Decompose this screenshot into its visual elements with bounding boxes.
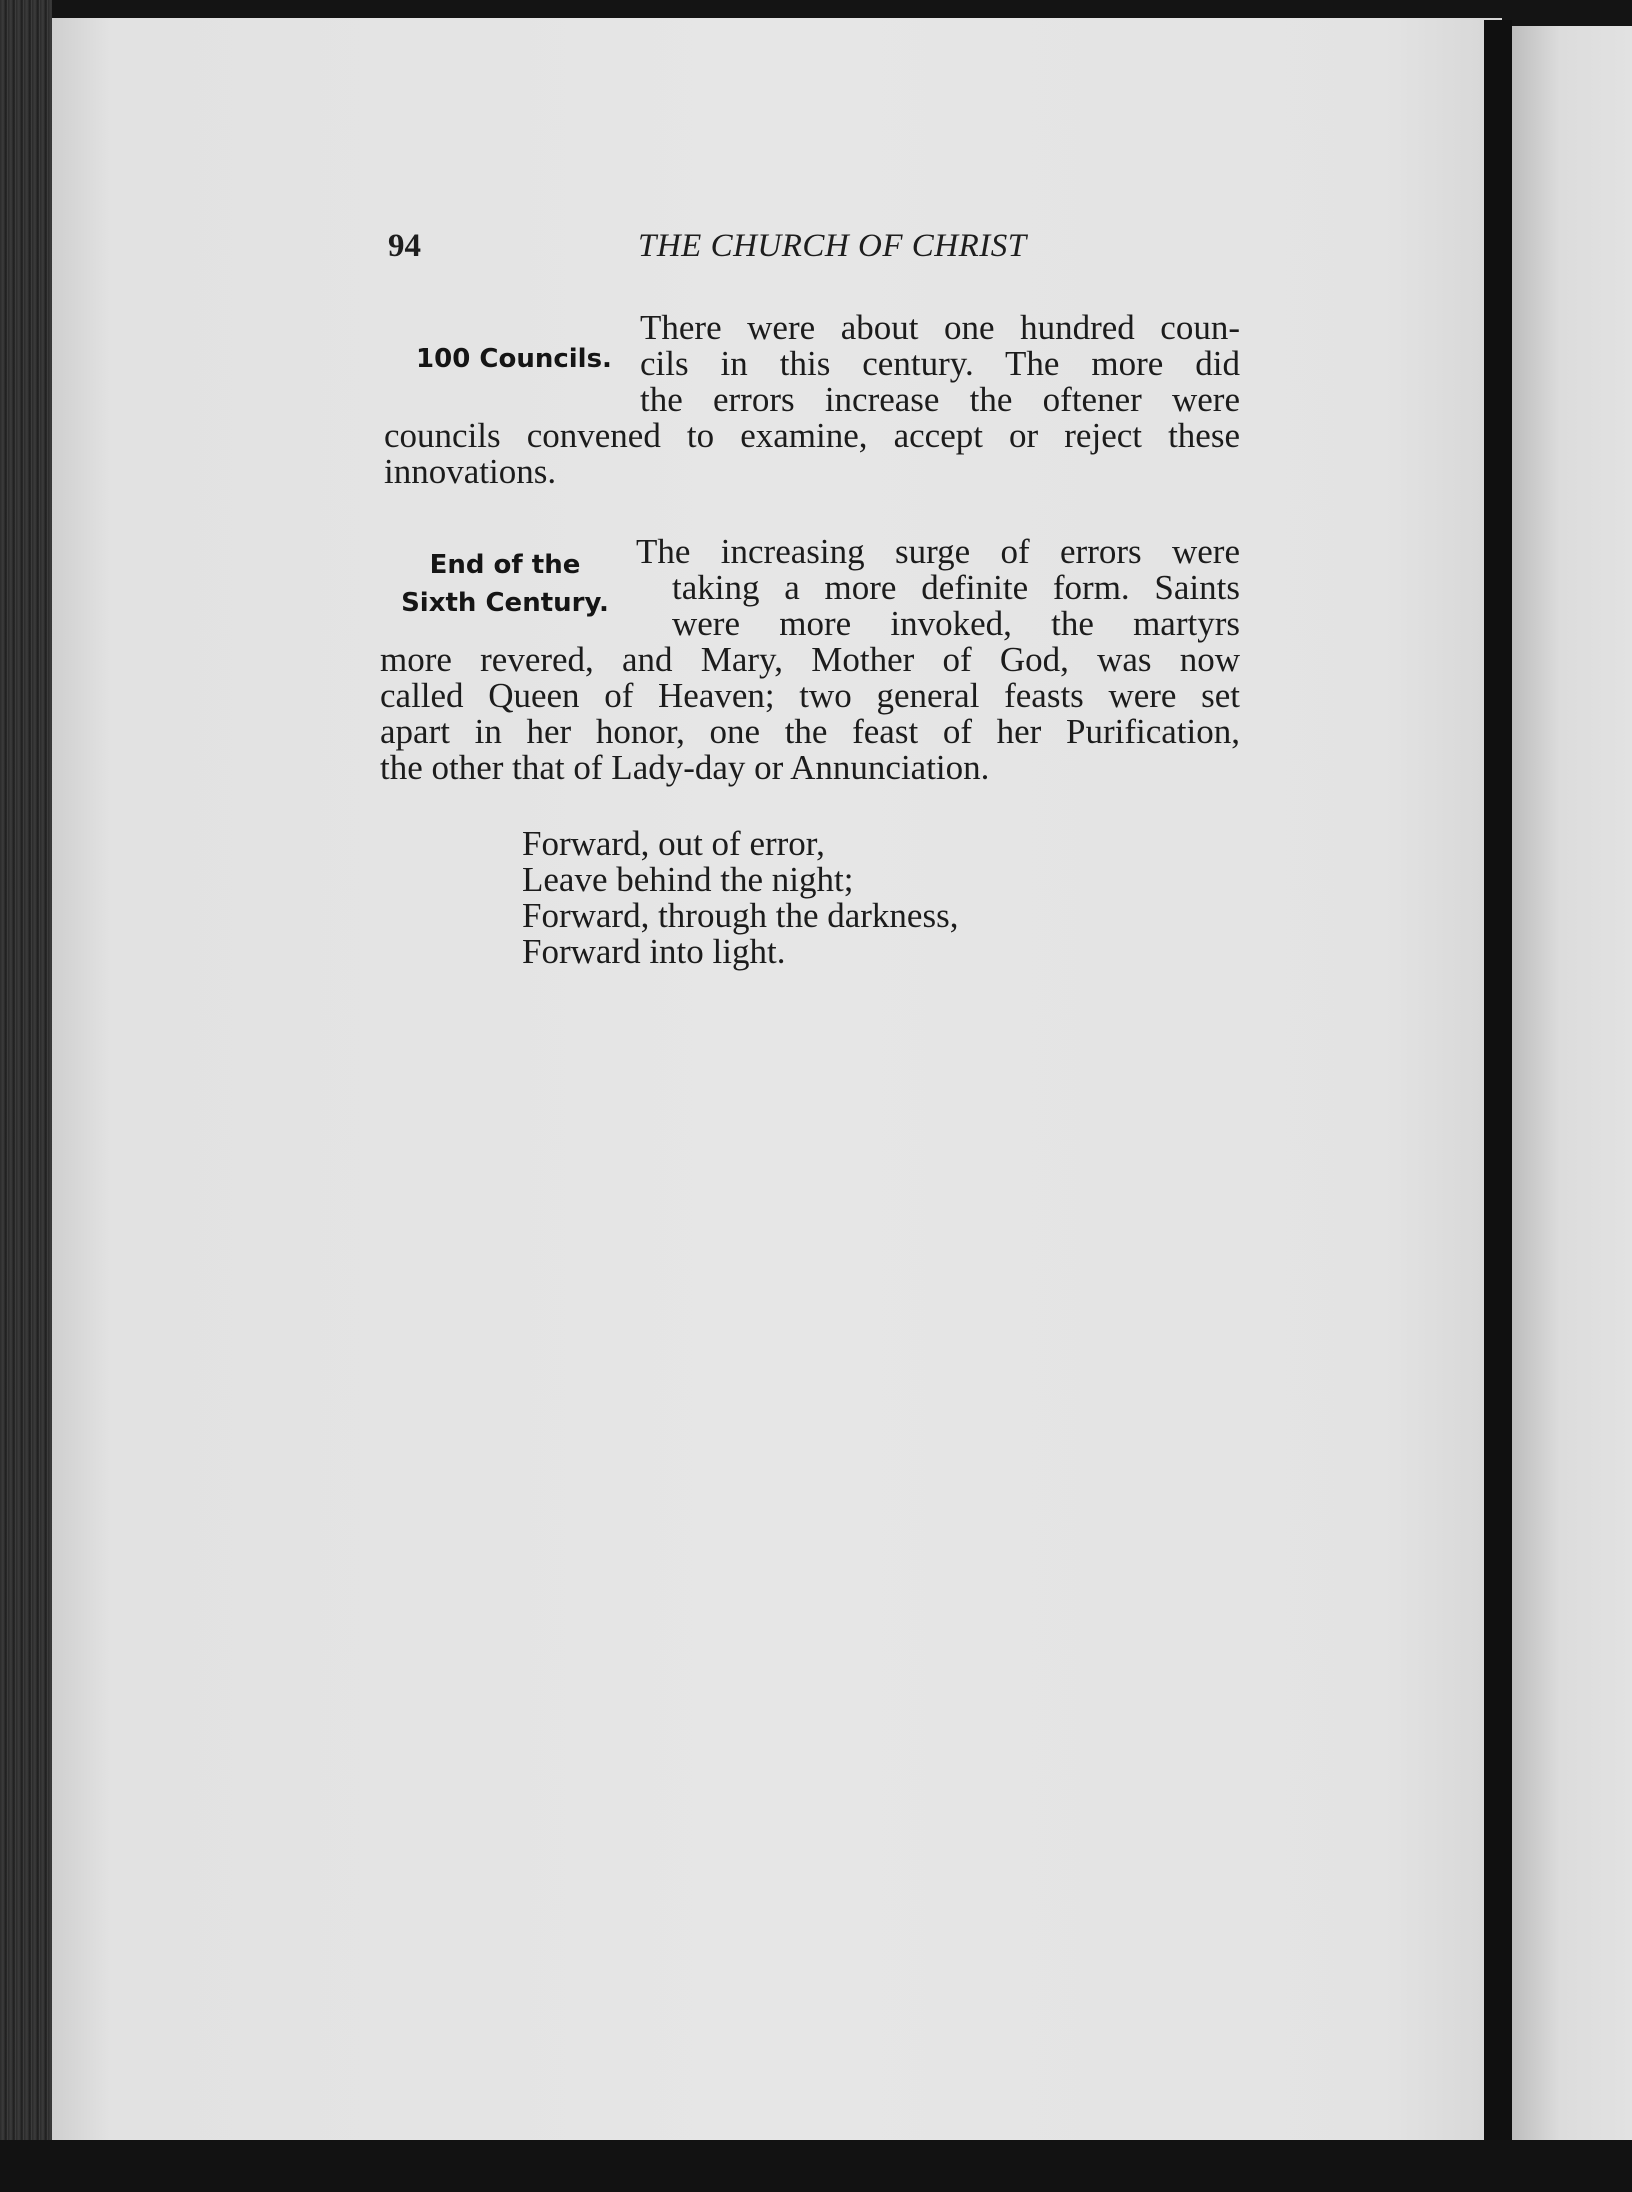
sidenote-councils: [398, 340, 630, 378]
paragraph-line: innovations.: [384, 452, 557, 491]
paragraph-line: councils convened to examine, accept or reject these: [384, 416, 1240, 455]
paragraph-line: called Queen of Heaven; two general feasts were set: [380, 676, 1240, 715]
running-title: THE CHURCH OF CHRIST: [638, 228, 1027, 264]
book-binding: [0, 0, 52, 2192]
paragraph-line: more revered, and Mary, Mother of God, was now: [380, 640, 1240, 679]
poem-line: Leave behind the night;: [522, 860, 854, 899]
paragraph-line: cils in this century. The more did: [640, 344, 1240, 383]
paragraph-line: apart in her honor, one the feast of her Purification,: [380, 712, 1240, 751]
paragraph-line: the errors increase the oftener were: [640, 380, 1240, 419]
page-number: 94: [388, 228, 421, 264]
page-gutter: [1484, 20, 1512, 2160]
sidenote-line: Sixth Century.: [401, 588, 609, 618]
paragraph-line: were more invoked, the martyrs: [672, 604, 1240, 643]
scan-bottom-edge: [0, 2140, 1632, 2192]
poem-line: Forward into light.: [522, 932, 786, 971]
facing-page-edge: [1512, 26, 1632, 2156]
sidenote-sixth-century: [380, 546, 630, 622]
poem-line: Forward, out of error,: [522, 824, 825, 863]
paragraph-line: There were about one hundred coun-: [640, 308, 1240, 347]
poem-line: Forward, through the darkness,: [522, 896, 959, 935]
paragraph-line: the other that of Lady-day or Annunciation.: [380, 748, 990, 787]
sidenote-line: 100 Councils.: [416, 344, 612, 374]
paragraph-line: The increasing surge of errors were: [636, 532, 1240, 571]
sidenote-line: End of the: [429, 550, 581, 580]
paragraph-line: taking a more definite form. Saints: [672, 568, 1240, 607]
page-header: [388, 228, 1240, 272]
